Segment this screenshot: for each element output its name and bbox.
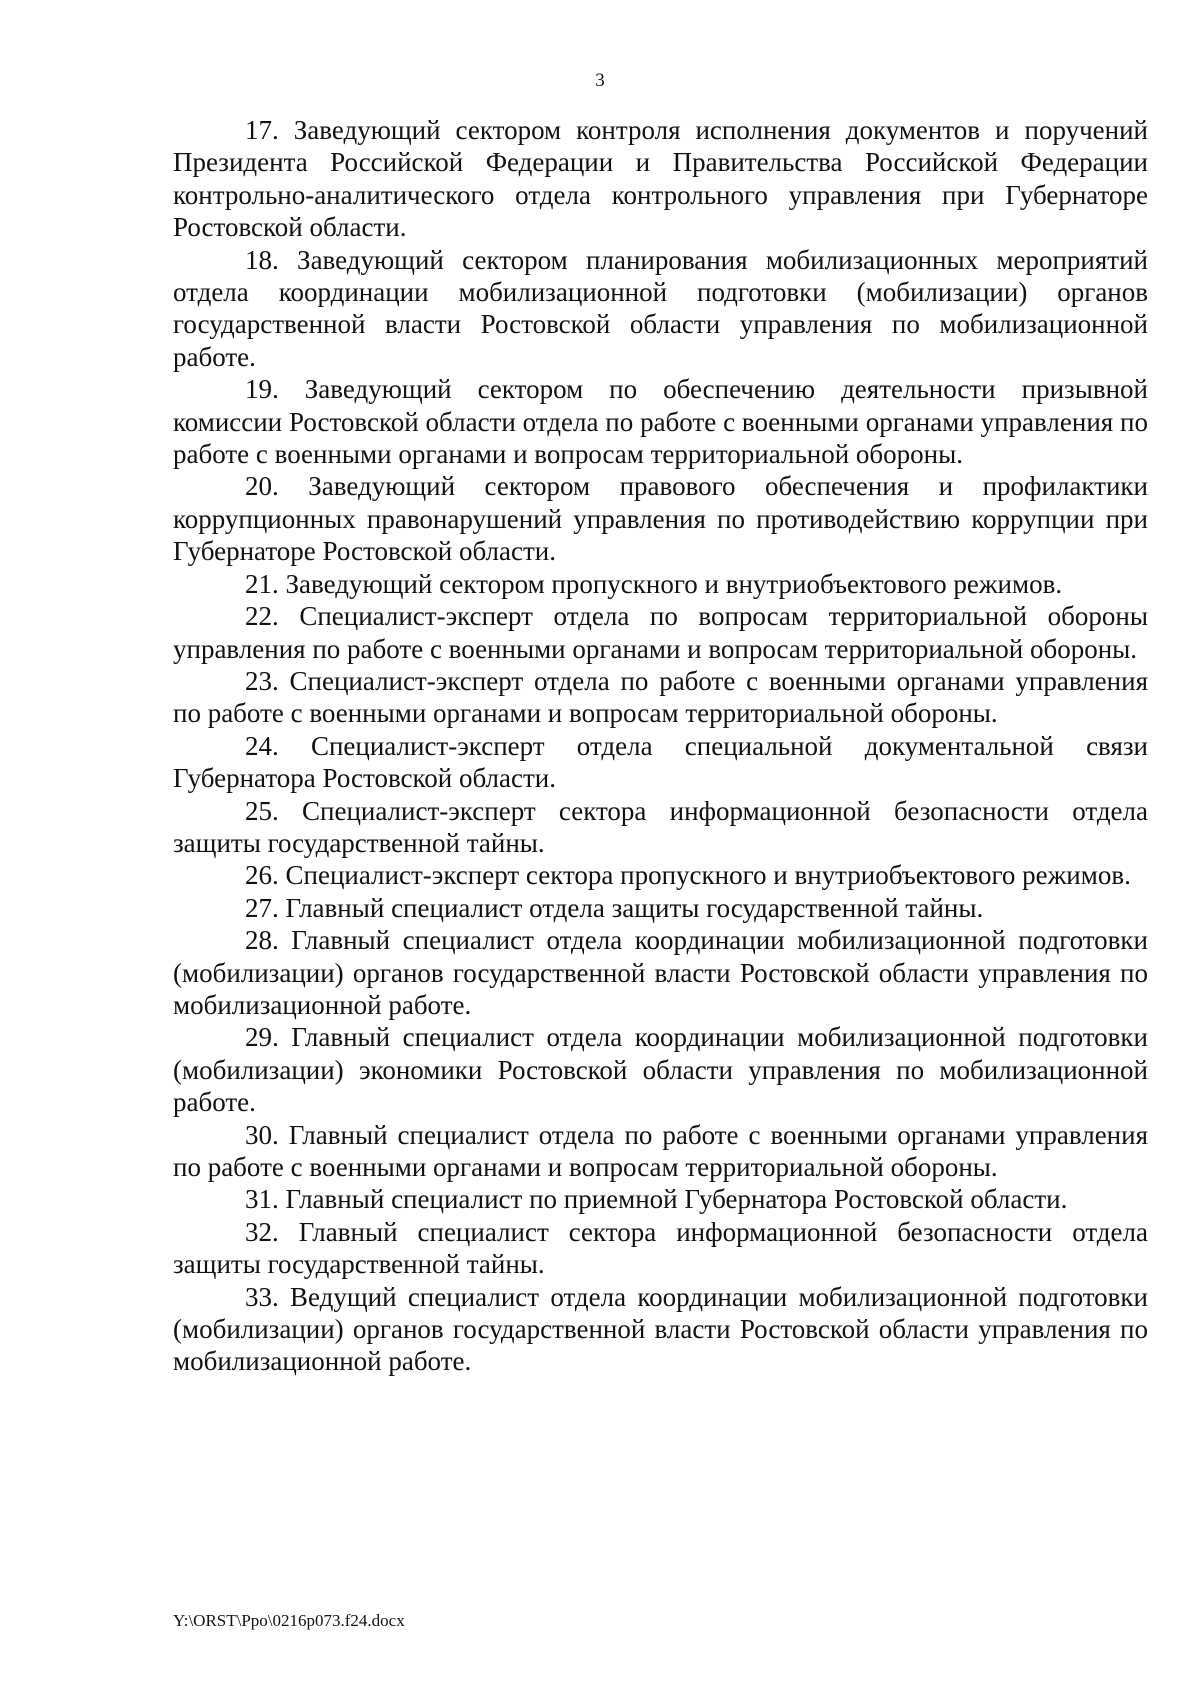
list-item-30: 30. Главный специалист отдела по работе с военными органами управления по работе с военными органами и вопросам территориальной обороны. <box>173 1119 1148 1182</box>
list-item-19: 19. Заведующий сектором по обеспечению деятельности призывной комиссии Ростовской области отдела по работе с военными органами управления по работе с военными органами и вопросам территориальной обороны. <box>173 374 1148 470</box>
list-item-25: 25. Специалист-эксперт сектора информационной безопасности отдела защиты государственной тайны. <box>173 795 1148 858</box>
list-item-28: 28. Главный специалист отдела координации мобилизационной подготовки (мобилизации) органов государственной власти Ростовской области управления по мобилизационной работе. <box>173 925 1148 1020</box>
list-body <box>173 114 1148 1378</box>
list-item-31: 31. Главный специалист по приемной Губернатора Ростовской области. <box>245 1184 1068 1215</box>
list-item-24: 24. Специалист-эксперт отдела специальной документальной связи Губернатора Ростовской области. <box>173 730 1148 794</box>
file-path-footer: Y:\ORST\Ppo\0216p073.f24.docx <box>173 1611 405 1630</box>
list-item-17: 17. Заведующий сектором контроля исполнения документов и поручений Президента Российской Федерации и Правительства Российской Федерации контрольно-аналитического отдела контрольного управления при Губернаторе Ростовской области. <box>173 115 1148 243</box>
list-item-29: 29. Главный специалист отдела координации мобилизационной подготовки (мобилизации) экономики Ростовской области управления по мобилизационной работе. <box>173 1022 1148 1118</box>
list-item-27: 27. Главный специалист отдела защиты государственной тайны. <box>245 892 984 923</box>
page-number: 3 <box>595 70 605 91</box>
list-item-22: 22. Специалист-эксперт отдела по вопросам территориальной обороны управления по работе с военными органами и вопросам территориальной обороны. <box>173 601 1148 664</box>
list-item-20: 20. Заведующий сектором правового обеспечения и профилактики коррупционных правонарушений управления по противодействию коррупции при Губернаторе Ростовской области. <box>173 471 1148 567</box>
list-item-26: 26. Специалист-эксперт сектора пропускного и внутриобъектового режимов. <box>245 860 1131 891</box>
list-item-23: 23. Специалист-эксперт отдела по работе с военными органами управления по работе с военными органами и вопросам территориальной обороны. <box>173 665 1148 729</box>
list-item-33: 33. Ведущий специалист отдела координации мобилизационной подготовки (мобилизации) органов государственной власти Ростовской области управления по мобилизационной работе. <box>173 1281 1148 1377</box>
list-item-18: 18. Заведующий сектором планирования мобилизационных мероприятий отдела координации мобилизационной подготовки (мобилизации) органов государственной власти Ростовской области управления по мобилизационной работе. <box>173 244 1148 372</box>
list-item-21: 21. Заведующий сектором пропускного и внутриобъектового режимов. <box>245 568 1063 599</box>
list-item-32: 32. Главный специалист сектора информационной безопасности отдела защиты государственной тайны. <box>173 1216 1148 1280</box>
